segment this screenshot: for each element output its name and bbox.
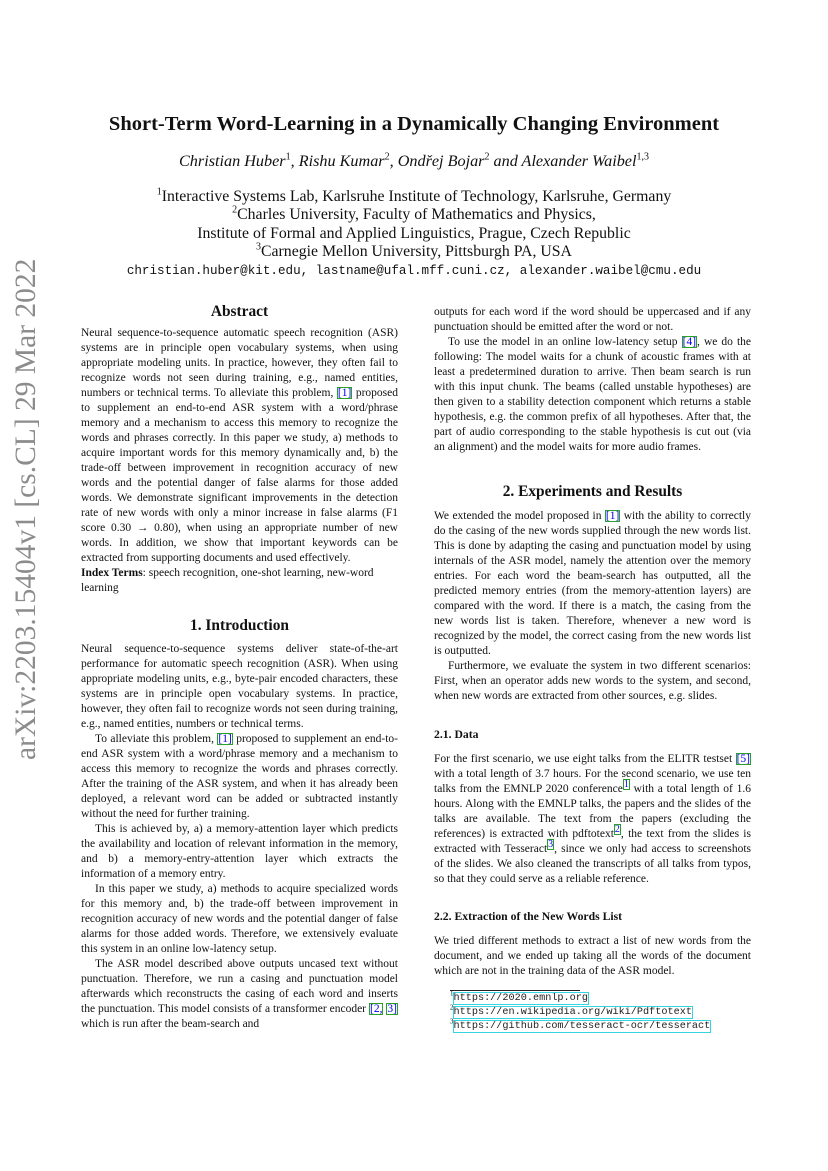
footnote-number: 3 bbox=[450, 1017, 454, 1026]
affiliation-line bbox=[0, 206, 828, 224]
paragraph-text: proposed to supplement an end-to-end ASR system with a word/phrase memory and a mechanism to access this memory to recognize the words and phrases correctly. After the training of the ASR system, and when it has already been deployed, a relevant word can be added or subtracted instantly without the need for further training. bbox=[81, 733, 398, 820]
paragraph: In this paper we study, a) methods to acquire specialized words for this memory and, b) the trade-off between improvement in recognition accuracy of new words and the potential danger of false alarms for those added words. Therefore, we extensively evaluate this system in an online low-latency setup. bbox=[81, 883, 398, 955]
paragraph: Neural sequence-to-sequence systems deliver state-of-the-art performance for automatic speech recognition (ASR). When using appropriate modeling units, e.g., byte-pair encoded characters, these systems are in principle open vocabulary systems. In practice, however, they often fail to recognize words not seen during training, e.g., named entities, numbers or technical terms. bbox=[81, 643, 398, 730]
paragraph bbox=[81, 957, 398, 1032]
footnote-link[interactable]: 1 bbox=[623, 779, 629, 791]
citation-link[interactable]: 3] bbox=[387, 1003, 398, 1015]
citation-link[interactable]: [1] bbox=[337, 387, 352, 399]
paragraph: This is achieved by, a) a memory-attention layer which predicts the availability and location of relevant information in the memory, and b) a memory-entry-attention layer which extracts the information of a memory entry. bbox=[81, 823, 398, 880]
paragraph: Furthermore, we evaluate the system in two different scenarios: First, when an operator adds new words to the system, and second, when new words are extracted from other sources, e.g. slides. bbox=[434, 660, 751, 702]
affiliations bbox=[0, 188, 828, 261]
abstract-heading: Abstract bbox=[210, 303, 269, 320]
paragraph-text: which is run after the beam-search and bbox=[81, 1018, 260, 1030]
paragraph bbox=[81, 732, 398, 822]
affiliation-marker: 1 bbox=[156, 186, 162, 198]
citation-link[interactable]: [4] bbox=[682, 336, 697, 348]
paragraph-text: For the first scenario, we use eight talks from the ELITR testset bbox=[434, 753, 736, 765]
author-list bbox=[0, 152, 828, 171]
data-subsection-body bbox=[434, 752, 751, 887]
footnote-url-link[interactable]: https://2020.emnlp.org bbox=[453, 993, 588, 1004]
footnote-number: 1 bbox=[450, 989, 454, 998]
paragraph-text: To use the model in an online low-latency setup bbox=[448, 336, 682, 348]
citation-link[interactable]: [1] bbox=[605, 510, 620, 522]
affiliation-line bbox=[0, 188, 828, 206]
paragraph-text: with a total length of 3.7 hours. For the second scenario, we use ten talks from the EMNLP 2020 conference bbox=[434, 768, 751, 795]
index-terms-text: : speech recognition, one-shot learning, new-word learning bbox=[81, 567, 374, 594]
affiliation-marker: 1,3 bbox=[636, 151, 649, 163]
paragraph-text: The ASR model described above outputs uncased text without punctuation. Therefore, we run a casing and punctuation model afterwards which reconstructs the casing of each word and inserts the punctuation. This model consists of a transformer encoder bbox=[81, 958, 398, 1015]
footnote-url-link[interactable]: https://en.wikipedia.org/wiki/Pdftotext bbox=[453, 1007, 692, 1018]
experiments-body bbox=[434, 509, 751, 704]
affiliation-line: Institute of Formal and Applied Linguistics, Prague, Czech Republic bbox=[197, 224, 631, 242]
citation-link[interactable]: [1] bbox=[218, 733, 232, 745]
section-heading-introduction: 1. Introduction bbox=[190, 617, 289, 634]
paragraph-text: with a total length of 1.6 hours. Along with the EMNLP talks, the papers and the slides of the talks are available. The text from the papers (excluding the references) is extracted with pdftotext bbox=[434, 783, 751, 840]
affiliation-line bbox=[0, 243, 828, 261]
index-terms-label: Index Terms bbox=[81, 567, 143, 579]
arxiv-identifier-stamp: arXiv:2203.15404v1 [cs.CL] 29 Mar 2022 bbox=[10, 258, 42, 760]
affiliation-text: Charles University, Faculty of Mathematics and Physics, bbox=[237, 206, 596, 224]
paragraph bbox=[434, 335, 751, 455]
section-heading-experiments: 2. Experiments and Results bbox=[502, 483, 683, 500]
right-column-continued bbox=[434, 305, 751, 455]
citation-link[interactable]: [5] bbox=[736, 753, 750, 765]
author-name: and Alexander Waibel bbox=[489, 152, 637, 170]
paragraph-text: We extended the model proposed in bbox=[434, 510, 605, 522]
footnote bbox=[450, 1017, 711, 1034]
extraction-subsection-body bbox=[434, 934, 751, 979]
paragraph: We tried different methods to extract a list of new words from the document, and we ended up taking all the words of the document which are not in the training data of the ASR model. bbox=[434, 935, 751, 977]
paragraph-text: , since we only had access to screenshots of the slides. We also cleaned the transcripts of all talks from typos, so that they could serve as a reliable reference. bbox=[434, 843, 751, 885]
footnote-divider bbox=[450, 990, 580, 991]
affiliation-marker: 1 bbox=[285, 151, 291, 163]
affiliation-marker: 2 bbox=[384, 151, 390, 163]
affiliation-marker: 2 bbox=[484, 151, 490, 163]
paragraph-text: with the ability to correctly do the casing of the new words supplied through the new words list. This is done by adapting the casing and punctuation model by using internals of the ASR model, namely the attention over the memory entries. For each word the beam-search has outputted, all the predicted memory entries (from the memory-attention layers) are compared with the word. If there is a match, the casing from the new words list is taken. Therefore, whenever a new word is recognized by the model, the correct casing from the new words list is outputted. bbox=[434, 510, 752, 657]
footnote bbox=[450, 1003, 692, 1020]
paragraph bbox=[434, 509, 751, 659]
paragraph-text: , we do the following: The model waits for a chunk of acoustic frames with at least a predetermined duration to arrive. Then beam search is run with this input chunk. The beams (called unstable hypotheses) are then given to a stability detection component which returns a stable hypothesis, e.g. the common prefix of all hypotheses. After that, the part of audio corresponding to the stable hypothesis is cut out (via an alignment) and the model waits for more audio frames. bbox=[434, 336, 751, 453]
footnote-number: 2 bbox=[450, 1003, 454, 1012]
paragraph-text: , the text from the slides is extracted with Tesseract bbox=[434, 828, 751, 855]
affiliation-marker: 2 bbox=[232, 205, 238, 217]
affiliation-text: Interactive Systems Lab, Karlsruhe Institute of Technology, Karlsruhe, Germany bbox=[161, 188, 672, 205]
author-name: , Ondřej Bojar bbox=[389, 152, 485, 170]
subsection-heading-data: 2.1. Data bbox=[434, 728, 479, 741]
author-emails: christian.huber@kit.edu, lastname@ufal.mff.cuni.cz, alexander.waibel@cmu.edu bbox=[126, 264, 702, 278]
footnote-link[interactable]: 3 bbox=[548, 839, 554, 851]
paragraph-text: To alleviate this problem, bbox=[95, 733, 218, 745]
paper-title: Short-Term Word-Learning in a Dynamically Changing Environment bbox=[108, 113, 720, 135]
abstract-text: proposed to supplement an end-to-end ASR system with a word/phrase memory and a mechanism to access this memory to recognize the words and phrases correctly. In this paper we study, a) methods to acquire important words for this memory dynamically and, b) the trade-off between improvement in recognition accuracy of new words and the potential danger of false alarms for those added words. We demonstrate significant improvements in the detection rate of new words with only a minor increase in false alarms (F1 score 0.30 → 0.80), when using an appropriate number of new words. In addition, we show that important keywords can be extracted from supporting documents and used effectively. bbox=[81, 387, 398, 564]
paragraph: outputs for each word if the word should be uppercased and if any punctuation should be emitted after the word or not. bbox=[434, 306, 751, 333]
paragraph bbox=[434, 752, 751, 887]
footnote bbox=[450, 989, 588, 1006]
abstract-text: Neural sequence-to-sequence automatic speech recognition (ASR) systems are in principle open vocabulary systems, when using appropriate modeling units. In practice, however, they often fail to recognize words not seen during training, e.g., named entities, numbers or technical terms. To alleviate this problem, bbox=[81, 327, 398, 399]
author-name: , Rishu Kumar bbox=[290, 152, 385, 170]
citation-link[interactable]: [2, bbox=[369, 1003, 383, 1015]
author-name: Christian Huber bbox=[179, 152, 286, 170]
affiliation-text: Carnegie Mellon University, Pittsburgh PA, USA bbox=[261, 242, 572, 260]
footnote-url-link[interactable]: https://github.com/tesseract-ocr/tesseract bbox=[453, 1021, 711, 1032]
introduction-body bbox=[81, 642, 398, 1032]
abstract-body bbox=[81, 326, 398, 596]
affiliation-marker: 3 bbox=[256, 241, 261, 253]
footnote-link[interactable]: 2 bbox=[614, 824, 620, 836]
subsection-heading-extraction: 2.2. Extraction of the New Words List bbox=[434, 910, 623, 923]
